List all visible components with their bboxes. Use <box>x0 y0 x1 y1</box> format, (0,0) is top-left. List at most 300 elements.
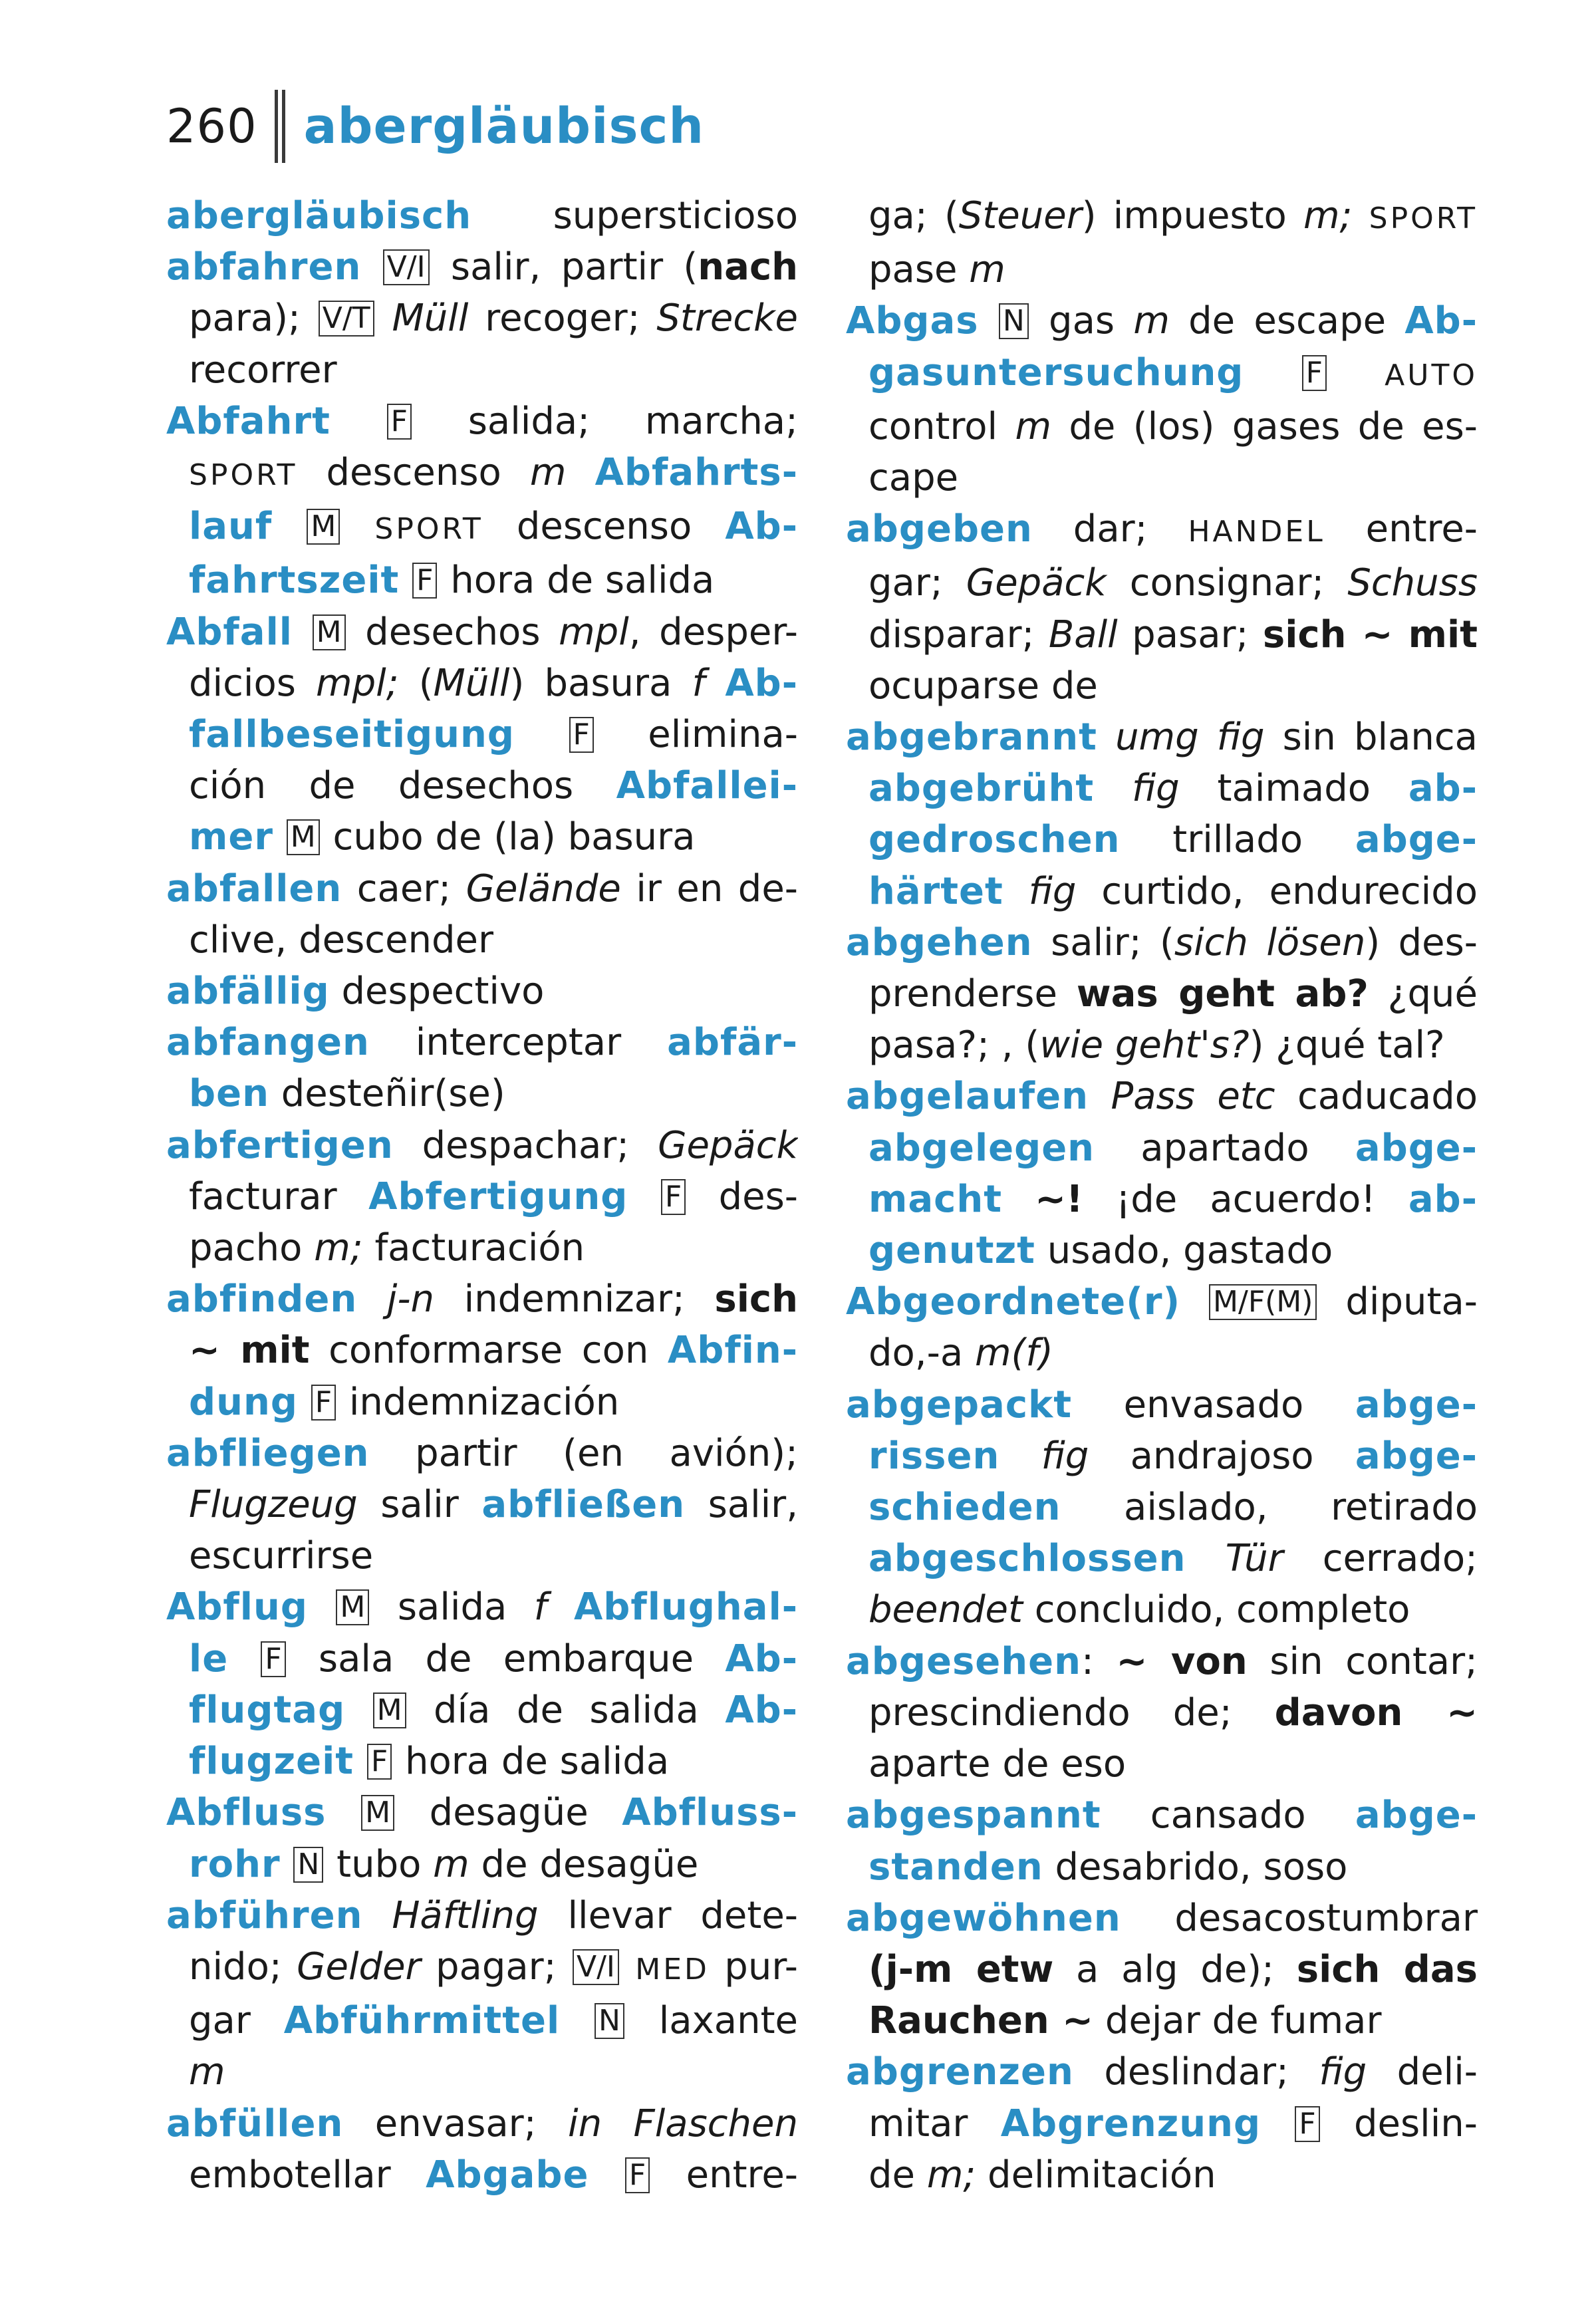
dict-line <box>166 293 798 344</box>
definition-text <box>376 297 392 340</box>
definition-text: pur- <box>709 1945 798 1988</box>
italic-text: Pass etc <box>1111 1075 1275 1119</box>
italic-text: m <box>1015 404 1052 448</box>
dict-line <box>846 712 1478 763</box>
dict-line <box>166 1633 798 1685</box>
dict-line <box>166 1685 798 1736</box>
label-tag: AUTO <box>1385 358 1478 392</box>
label-tag: SPORT <box>189 458 298 493</box>
grammar-box: M/F(M) <box>1209 1284 1317 1320</box>
dict-line <box>846 1944 1478 1995</box>
headword: abfär- <box>667 1021 798 1065</box>
headword: Ab- <box>725 505 798 549</box>
dict-line <box>166 1890 798 1941</box>
dict-line <box>846 609 1478 660</box>
dict-line <box>166 344 798 396</box>
headword: abfertigen <box>166 1123 394 1167</box>
bold-phrase: sich das <box>1296 1947 1478 1991</box>
definition-text: ) basura <box>509 661 692 705</box>
definition-text: salir, partir ( <box>430 245 698 289</box>
definition-text <box>1186 1537 1226 1580</box>
definition-text: indemnizar; <box>434 1278 715 1321</box>
definition-text: despectivo <box>329 970 545 1014</box>
headword: Abgeordnete(r) <box>846 1280 1181 1324</box>
grammar-box: M <box>361 1795 394 1831</box>
dict-line <box>846 1276 1478 1327</box>
dict-line <box>846 1841 1478 1893</box>
headword: flugtag <box>189 1688 346 1732</box>
definition-text <box>566 451 595 494</box>
definition-text: deslin- <box>1321 2102 1478 2145</box>
headword: Abfallei- <box>616 764 798 808</box>
dict-line <box>846 1482 1478 1533</box>
definition-text: laxante <box>625 1999 798 2043</box>
bold-phrase: was geht ab? <box>1076 972 1369 1016</box>
italic-text: Gelände <box>466 867 621 910</box>
italic-text: m <box>529 451 567 495</box>
headword: fallbeseitigung <box>189 713 515 757</box>
dict-line <box>846 1019 1478 1071</box>
grammar-box: F <box>367 1744 392 1780</box>
italic-text: Strecke <box>656 297 798 340</box>
dict-line <box>846 295 1478 346</box>
headword: Abfahrt <box>166 399 331 443</box>
definition-text: aparte de eso <box>868 1742 1127 1786</box>
grammar-box: M <box>336 1589 369 1625</box>
definition-text: a alg de); <box>1053 1947 1297 1991</box>
dict-line <box>166 1736 798 1787</box>
headword: abgeben <box>846 507 1033 551</box>
label-tag: SPORT <box>374 512 483 547</box>
italic-text: wie geht's? <box>1039 1023 1250 1067</box>
dict-line <box>166 1479 798 1530</box>
grammar-box: F <box>311 1385 336 1421</box>
italic-text: Müll <box>392 297 469 340</box>
headword: abgebrüht <box>868 767 1095 811</box>
headword: Ab- <box>725 1688 798 1732</box>
definition-text <box>547 1585 574 1629</box>
definition-text <box>515 713 568 756</box>
dict-line <box>846 2046 1478 2098</box>
definition-text: , desper- <box>628 610 798 654</box>
definition-text: ga; ( <box>868 194 959 237</box>
dict-line <box>166 966 798 1017</box>
definition-text: gas <box>1029 299 1134 343</box>
dict-line <box>846 2098 1478 2149</box>
headword: abfällig <box>166 970 330 1014</box>
headword: abge- <box>1355 1434 1478 1478</box>
headword: Abfahrts- <box>595 451 798 495</box>
definition-text <box>345 1689 371 1732</box>
definition-text: descenso <box>483 505 726 549</box>
definition-text: gar <box>189 1999 284 2043</box>
dict-line <box>166 555 798 606</box>
dict-line <box>846 190 1478 244</box>
bold-phrase: Rauchen ~ <box>868 1999 1094 2043</box>
dict-line <box>166 2149 798 2201</box>
definition-text: tubo <box>325 1842 434 1886</box>
headword: abgelaufen <box>846 1075 1089 1119</box>
dict-line <box>846 814 1478 865</box>
headword: Abfluss <box>166 1791 327 1835</box>
italic-text: Tür <box>1225 1537 1283 1581</box>
dict-line <box>166 1120 798 1171</box>
dict-line <box>846 866 1478 917</box>
italic-text: Flugzeug <box>189 1483 358 1527</box>
dict-line <box>846 1430 1478 1482</box>
definition-text: clive, descender <box>189 918 494 962</box>
grammar-box: F <box>387 404 412 440</box>
headword: härtet <box>868 869 1003 913</box>
right-column <box>846 190 1478 2201</box>
headword: ben <box>189 1072 269 1116</box>
definition-text <box>1097 716 1115 759</box>
definition-text <box>327 1791 360 1834</box>
bold-phrase: nach <box>698 245 798 289</box>
headword: abfliegen <box>166 1431 370 1475</box>
headword: abgewöhnen <box>846 1896 1121 1940</box>
definition-text: envasado <box>1072 1383 1355 1426</box>
definition-text: dicios <box>189 661 317 705</box>
definition-text: cape <box>868 456 959 500</box>
dict-line <box>846 1995 1478 2046</box>
headword: abge- <box>1355 1383 1478 1426</box>
bold-phrase: ~ mit <box>189 1329 310 1373</box>
dict-line <box>166 1941 798 1995</box>
headword: abge- <box>1355 818 1478 862</box>
headword: Abflughal- <box>573 1585 798 1629</box>
definition-text: ) ¿qué tal? <box>1249 1023 1445 1067</box>
headword: standen <box>868 1845 1043 1889</box>
bold-phrase: sich ~ mit <box>1262 612 1478 656</box>
headword: Abführmittel <box>283 1999 561 2043</box>
definition-text: facturación <box>362 1226 585 1270</box>
dict-line <box>846 503 1478 557</box>
definition-text: elimina- <box>595 713 798 757</box>
definition-text: de escape <box>1169 299 1405 343</box>
grammar-box: F <box>412 563 437 599</box>
headword: abergläubisch <box>166 194 472 237</box>
definition-text <box>1003 870 1029 913</box>
definition-text <box>298 1381 310 1424</box>
definition-text <box>1002 1178 1035 1221</box>
bold-phrase: davon ~ <box>1274 1691 1478 1734</box>
definition-text: de (los) gases de es- <box>1051 404 1478 448</box>
dict-line <box>166 811 798 863</box>
dict-line <box>166 658 798 709</box>
grammar-box: F <box>661 1179 686 1215</box>
grammar-box: N <box>595 2003 624 2039</box>
running-head: abergläubisch <box>303 98 705 155</box>
dict-line <box>846 1225 1478 1276</box>
definition-text: taimado <box>1179 767 1408 811</box>
grammar-box: M <box>313 614 346 650</box>
definition-text <box>341 505 374 548</box>
definition-text <box>361 245 381 289</box>
dict-line <box>846 1738 1478 1790</box>
italic-text: m; <box>926 2153 976 2197</box>
headword: ab- <box>1408 767 1478 811</box>
definition-text: ( <box>398 661 434 705</box>
dict-line <box>166 2046 798 2098</box>
dict-line <box>846 968 1478 1019</box>
definition-text: ¡de acuerdo! <box>1083 1177 1408 1221</box>
definition-text: deslindar; <box>1073 2050 1319 2094</box>
dict-line <box>846 1071 1478 1122</box>
dict-line <box>846 917 1478 968</box>
dict-line <box>846 1533 1478 1584</box>
italic-text: Steuer <box>958 194 1082 237</box>
headword: abge- <box>1355 1794 1478 1837</box>
dict-line <box>166 1222 798 1274</box>
dict-line <box>166 2098 798 2149</box>
grammar-box: F <box>1302 355 1327 391</box>
definition-text: interceptar <box>369 1021 668 1065</box>
definition-text: facturar <box>189 1174 369 1218</box>
grammar-box: N <box>293 1847 323 1883</box>
definition-text <box>362 1894 392 1937</box>
dict-line <box>166 501 798 555</box>
definition-text: entre- <box>1325 507 1478 551</box>
italic-text: m <box>1133 299 1170 343</box>
italic-text: mpl; <box>316 661 399 705</box>
dict-line <box>846 763 1478 814</box>
dict-line <box>166 1017 798 1068</box>
dict-line <box>166 1377 798 1428</box>
definition-text: entre- <box>651 2153 798 2197</box>
headword: mer <box>189 815 273 859</box>
bold-phrase: sich <box>714 1278 798 1321</box>
headword: Abgas <box>846 299 979 343</box>
italic-text: beendet <box>868 1588 1023 1632</box>
definition-text <box>273 815 285 859</box>
definition-text: conformarse con <box>309 1329 668 1373</box>
dict-line <box>166 1839 798 1890</box>
definition-text: caer; <box>342 867 466 910</box>
definition-text: apartado <box>1095 1126 1355 1170</box>
definition-text: caducado <box>1275 1075 1478 1119</box>
dict-line <box>166 190 798 241</box>
definition-text: prenderse <box>868 972 1077 1016</box>
headword: gasuntersuchung <box>868 350 1244 394</box>
definition-text: andrajoso <box>1089 1434 1355 1478</box>
definition-text: supersticioso <box>471 194 798 237</box>
definition-text: des- <box>687 1174 798 1218</box>
headword: abfließen <box>481 1483 686 1527</box>
definition-text <box>1352 194 1369 237</box>
headword: abgehen <box>846 920 1033 964</box>
definition-text: pacho <box>189 1226 315 1270</box>
headword: lauf <box>189 505 273 549</box>
definition-text <box>1328 351 1385 394</box>
dict-line <box>846 452 1478 503</box>
headword: abfallen <box>166 867 342 910</box>
header-double-rule <box>275 90 285 163</box>
grammar-box: N <box>999 303 1029 339</box>
dict-line <box>846 347 1478 401</box>
headword: abführen <box>166 1893 363 1937</box>
definition-text: diputa- <box>1318 1280 1478 1324</box>
bold-phrase: ~! <box>1035 1177 1083 1221</box>
headword: flugzeit <box>189 1740 354 1784</box>
dict-line <box>846 1123 1478 1174</box>
headword: Ab- <box>1404 299 1478 343</box>
left-column <box>166 190 798 2201</box>
dict-line <box>166 241 798 293</box>
definition-text <box>999 1434 1041 1478</box>
dict-line <box>846 1893 1478 1944</box>
definition-text <box>331 400 386 443</box>
headword: genutzt <box>868 1229 1035 1273</box>
italic-text: in Flaschen <box>568 2102 798 2145</box>
definition-text: nido; <box>189 1945 297 1988</box>
headword: dung <box>189 1380 298 1424</box>
italic-text: Gelder <box>297 1945 421 1988</box>
definition-text: desabrido, soso <box>1043 1845 1348 1889</box>
dict-line <box>166 1530 798 1581</box>
definition-text: deli- <box>1367 2050 1478 2094</box>
definition-text <box>281 1843 293 1886</box>
definition-text <box>620 1945 635 1988</box>
definition-text <box>1244 351 1300 394</box>
definition-text: aislado, retirado <box>1061 1486 1478 1530</box>
definition-text: pagar; <box>420 1945 571 1988</box>
dict-line <box>846 2149 1478 2201</box>
definition-text <box>1089 1075 1111 1118</box>
headword: fahrtszeit <box>189 559 400 603</box>
definition-text: partir (en avión); <box>369 1431 798 1475</box>
definition-text: descenso <box>297 451 530 495</box>
dict-line <box>846 660 1478 712</box>
definition-text <box>354 1740 366 1783</box>
headword: Abgabe <box>426 2153 589 2197</box>
headword: rohr <box>189 1842 281 1886</box>
headword: abge- <box>1355 1126 1478 1170</box>
headword: abgelegen <box>868 1126 1095 1170</box>
dict-line <box>846 557 1478 609</box>
definition-text: gar; <box>868 561 966 605</box>
definition-text: pase <box>868 248 970 292</box>
bold-phrase: ~ von <box>1116 1639 1248 1683</box>
definition-text <box>560 1999 593 2042</box>
definition-text: día de salida <box>407 1688 726 1732</box>
italic-text: m <box>433 1842 469 1886</box>
bold-phrase: (j-m etw <box>868 1947 1054 1991</box>
italic-text: sich lösen <box>1174 920 1366 964</box>
definition-text <box>399 559 411 602</box>
definition-text: desechos <box>346 610 559 654</box>
italic-text: j-n <box>386 1278 435 1321</box>
definition-text <box>272 505 305 548</box>
headword: rissen <box>868 1434 1000 1478</box>
dict-line <box>846 1584 1478 1635</box>
grammar-box: M <box>307 509 340 545</box>
italic-text: fig <box>1319 2050 1367 2094</box>
definition-text: desacostumbrar <box>1121 1896 1478 1940</box>
definition-text: envasar; <box>343 2102 569 2145</box>
definition-text: mitar <box>868 2102 1001 2145</box>
dict-line <box>166 863 798 914</box>
definition-text: cansado <box>1101 1794 1355 1837</box>
definition-text <box>1180 1280 1208 1323</box>
page-number: 260 <box>166 99 257 154</box>
italic-text: mpl <box>559 610 629 654</box>
italic-text: Häftling <box>392 1893 539 1937</box>
definition-text: ción de desechos <box>189 764 616 808</box>
definition-text: desagüe <box>396 1791 622 1835</box>
definition-text: salida; marcha; <box>412 399 798 443</box>
definition-text <box>1261 2102 1293 2145</box>
dict-line <box>166 760 798 811</box>
definition-text: ) des- <box>1365 920 1478 964</box>
dict-line <box>166 1428 798 1479</box>
grammar-box: V/I <box>573 1949 619 1985</box>
italic-text: Gepäck <box>658 1123 798 1167</box>
headword: Abgrenzung <box>1000 2102 1262 2145</box>
headword: gedroschen <box>868 818 1121 862</box>
label-tag: SPORT <box>1369 202 1478 235</box>
headword: Abfluss- <box>622 1791 798 1835</box>
dict-line <box>166 709 798 760</box>
definition-text <box>589 2153 623 2197</box>
headword: abgebrannt <box>846 716 1097 759</box>
grammar-box: F <box>569 717 594 753</box>
italic-text: Gepäck <box>966 561 1107 605</box>
definition-text: usado, gastado <box>1035 1229 1333 1273</box>
dict-line <box>166 914 798 966</box>
definition-text: cerrado; <box>1283 1537 1478 1581</box>
headword: abgepackt <box>846 1383 1073 1426</box>
headword: Ab- <box>725 661 798 705</box>
grammar-box: V/T <box>319 301 374 337</box>
headword: abfahren <box>166 245 362 289</box>
label-tag: MED <box>635 1952 710 1986</box>
dict-line <box>166 1325 798 1376</box>
definition-text <box>1094 767 1132 810</box>
headword: ab- <box>1408 1177 1478 1221</box>
grammar-box: F <box>1295 2106 1319 2142</box>
italic-text: m <box>189 2050 225 2094</box>
definition-text: ¿qué <box>1368 972 1478 1016</box>
definition-text: salir, <box>685 1483 798 1527</box>
definition-text: recoger; <box>468 297 657 340</box>
headword: abfangen <box>166 1021 370 1065</box>
definition-text <box>628 1175 659 1218</box>
definition-text: salir <box>357 1483 482 1527</box>
definition-text: consignar; <box>1106 561 1348 605</box>
dict-line <box>846 1379 1478 1430</box>
italic-text: fig <box>1131 767 1180 811</box>
definition-text <box>705 662 725 705</box>
definition-text: de desagüe <box>469 1842 699 1886</box>
definition-text: llevar dete- <box>538 1893 798 1937</box>
italic-text: fig <box>1028 869 1077 913</box>
definition-text: delimitación <box>976 2153 1216 2197</box>
grammar-box: F <box>261 1641 285 1677</box>
definition-text: desteñir(se) <box>269 1072 505 1116</box>
definition-text: ) impuesto <box>1081 194 1303 237</box>
definition-text: hora de salida <box>438 559 715 603</box>
definition-text: salida <box>370 1585 534 1629</box>
definition-text: salir; ( <box>1032 920 1174 964</box>
dict-line <box>166 1995 798 2046</box>
headword: Abfall <box>166 610 293 654</box>
italic-text: m <box>969 248 1005 292</box>
dict-line <box>166 1581 798 1633</box>
definition-text: sin blanca <box>1264 716 1478 759</box>
headword: Abfertigung <box>368 1174 628 1218</box>
definition-text: : <box>1081 1639 1117 1683</box>
